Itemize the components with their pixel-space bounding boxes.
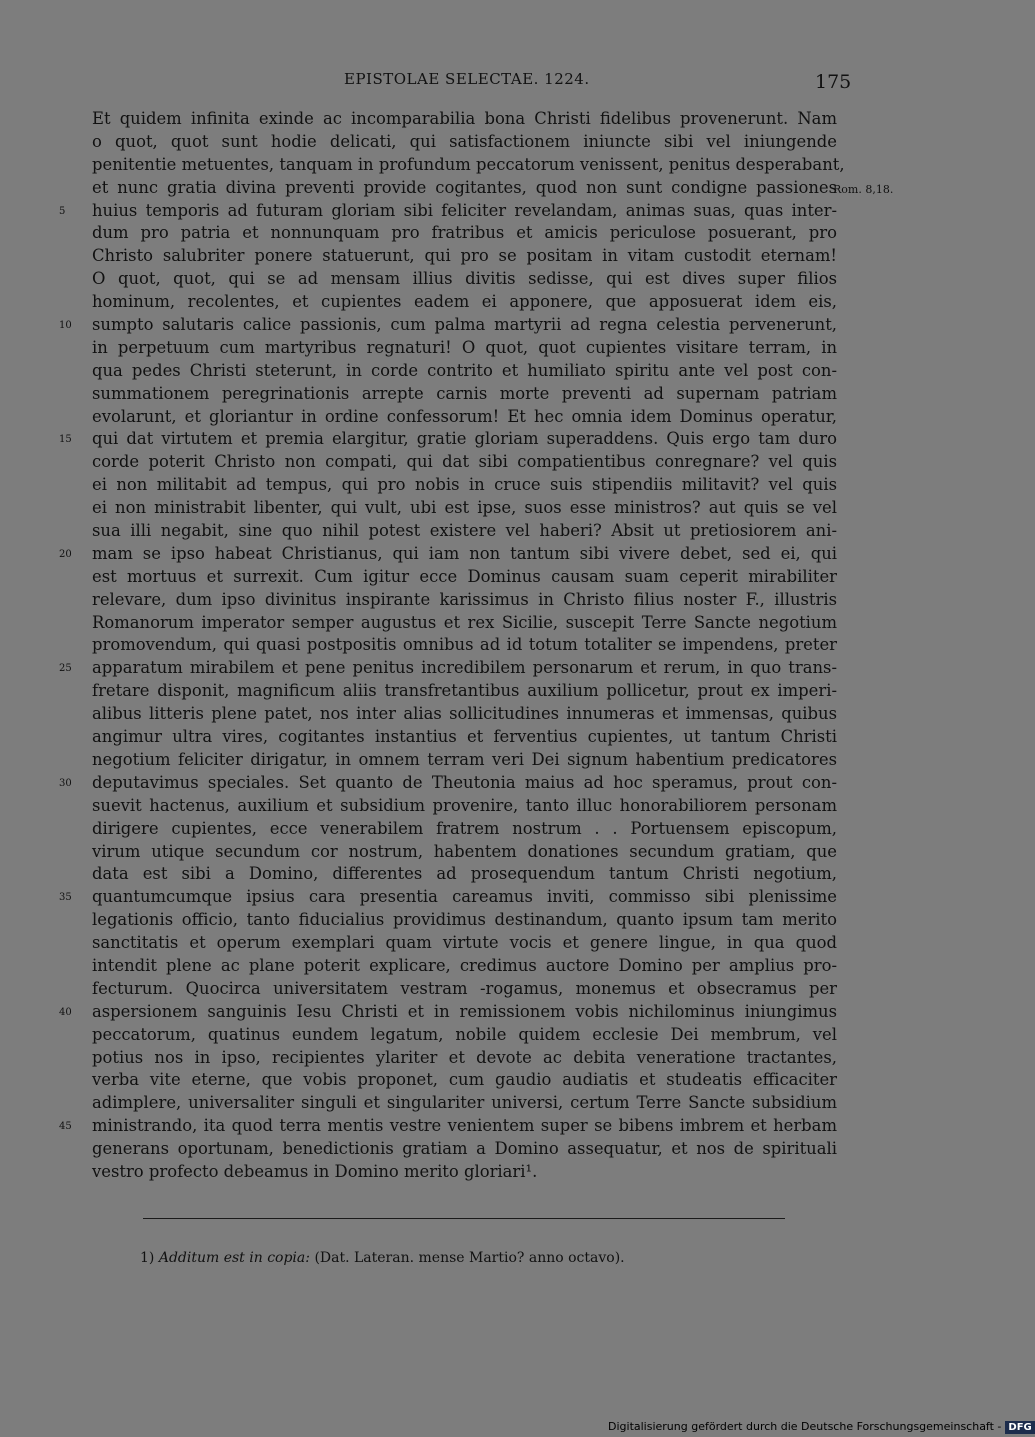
text-line-content: est mortuus et surrexit. Cum igitur ecce Dominus causam suam ceperit mirabiliter xyxy=(92,566,837,586)
text-line xyxy=(92,795,837,818)
text-line xyxy=(92,474,837,497)
text-line-content: promovendum, qui quasi postpositis omnibus ad id totum totaliter se impendens, preter xyxy=(92,635,837,655)
text-line-content: legationis officio, tanto fiducialius providimus destinandum, quanto ipsum tam merito xyxy=(92,910,837,930)
text-line-content: data est sibi a Domino, differentes ad prosequendum tantum Christi negotium, xyxy=(92,864,837,884)
text-line xyxy=(92,932,837,955)
line-number: 25 xyxy=(59,663,72,675)
text-line xyxy=(92,703,837,726)
text-line xyxy=(92,154,845,177)
text-line-content: in perpetuum cum martyribus regnaturi! O quot, quot cupientes visitare terram, in xyxy=(92,337,837,357)
line-number: 20 xyxy=(59,548,72,560)
text-line xyxy=(92,634,837,657)
digitization-credit xyxy=(608,1420,1035,1434)
page-number: 175 xyxy=(815,71,852,93)
text-line xyxy=(92,909,837,932)
page-header-title: EPISTOLAE SELECTAE. 1224. xyxy=(344,70,590,88)
text-line-content: relevare, dum ipso divinitus inspirante karissimus in Christo filius noster F., illustris xyxy=(92,589,837,609)
text-line xyxy=(92,978,837,1001)
text-line-content: alibus litteris plene patet, nos inter alias sollicitudines innumeras et immensas, quibus xyxy=(92,704,837,724)
text-line xyxy=(92,222,837,245)
text-line-content: huius temporis ad futuram gloriam sibi feliciter revelandam, animas suas, quas inter- xyxy=(92,200,837,220)
text-line-content: evolarunt, et gloriantur in ordine confessorum! Et hec omnia idem Dominus operatur, xyxy=(92,406,837,426)
text-line xyxy=(59,543,837,566)
text-line-content: Christo salubriter ponere statuerunt, qui pro se positam in vitam custodit eternam! xyxy=(92,246,837,266)
text-line-content: qua pedes Christi steterunt, in corde contrito et humiliato spiritu ante vel post con- xyxy=(92,360,837,380)
footnote-rule xyxy=(143,1218,785,1219)
text-line-content: Romanorum imperator semper augustus et rex Sicilie, suscepit Terre Sancte negotium xyxy=(92,612,837,632)
line-number: 30 xyxy=(59,777,72,789)
text-line xyxy=(59,200,837,223)
text-line xyxy=(92,383,837,406)
text-line xyxy=(92,1069,837,1092)
text-line xyxy=(92,520,837,543)
text-line xyxy=(92,566,837,589)
text-line xyxy=(92,863,837,886)
text-line-content: deputavimus speciales. Set quanto de Theutonia maius ad hoc speramus, prout con- xyxy=(92,772,837,792)
text-line-content: suevit hactenus, auxilium et subsidium provenire, tanto illuc honorabiliorem personam xyxy=(92,795,837,815)
text-line-content: verba vite eterne, que vobis proponet, cum gaudio audiatis et studeatis efficaciter xyxy=(92,1070,837,1090)
footnote-text: (Dat. Lateran. mense Martio? anno octavo). xyxy=(314,1250,625,1266)
text-line-content: et nunc gratia divina preventi provide cogitantes, quod non sunt condigne passiones xyxy=(92,177,837,197)
text-line-content: corde poterit Christo non compati, qui dat sibi compatientibus conregnare? vel quis xyxy=(92,452,837,472)
text-line xyxy=(92,680,837,703)
margin-reference: Rom. 8,18. xyxy=(833,183,894,196)
text-line xyxy=(92,245,837,268)
text-line-content: intendit plene ac plane poterit explicare, credimus auctore Domino per amplius pro- xyxy=(92,955,837,975)
text-line-content: dum pro patria et nonnunquam pro fratribus et amicis periculose posuerant, pro xyxy=(92,223,837,243)
text-line xyxy=(59,886,837,909)
text-line xyxy=(92,108,837,131)
text-line-content: apparatum mirabilem et pene penitus incredibilem personarum et rerum, in quo trans- xyxy=(92,658,837,678)
footnote-marker: 1) xyxy=(140,1250,155,1266)
text-line xyxy=(92,612,837,635)
text-line-content: o quot, quot sunt hodie delicati, qui satisfactionem iniuncte sibi vel iniungende xyxy=(92,131,837,151)
line-number: 10 xyxy=(59,320,72,332)
text-line xyxy=(92,955,837,978)
line-number: 35 xyxy=(59,892,72,904)
line-number: 40 xyxy=(59,1006,72,1018)
text-line xyxy=(92,406,837,429)
text-line xyxy=(92,268,837,291)
text-line-content: quantumcumque ipsius cara presentia careamus inviti, commisso sibi plenissime xyxy=(92,887,837,907)
text-line-content: fecturum. Quocirca universitatem vestram -rogamus, monemus et obsecramus per xyxy=(92,978,837,998)
text-line xyxy=(92,337,837,360)
text-line-content: O quot, quot, qui se ad mensam illius divitis sedisse, qui est dives super filios xyxy=(92,269,837,289)
text-line-content: virum utique secundum cor nostrum, habentem donationes secundum gratiam, que xyxy=(92,841,837,861)
text-line xyxy=(59,428,837,451)
text-line xyxy=(92,451,837,474)
text-line xyxy=(92,589,837,612)
footnote-italic: Additum est in copia: xyxy=(158,1250,310,1266)
text-line xyxy=(92,1092,837,1115)
footnote xyxy=(140,1250,625,1266)
text-line xyxy=(92,177,837,200)
text-line xyxy=(92,1161,837,1184)
text-line-content: adimplere, universaliter singuli et singulariter universi, certum Terre Sancte subsidium xyxy=(92,1093,837,1113)
text-line-content: ei non militabit ad tempus, qui pro nobis in cruce suis stipendiis militavit? vel quis xyxy=(92,475,837,495)
credit-text: Digitalisierung gefördert durch die Deutsche Forschungsgemeinschaft - xyxy=(608,1420,1002,1433)
text-line-content: sanctitatis et operum exemplari quam virtute vocis et genere lingue, in qua quod xyxy=(92,933,837,953)
text-line-content: sumpto salutaris calice passionis, cum palma martyrii ad regna celestia pervenerunt, xyxy=(92,315,837,335)
text-line-content: negotium feliciter dirigatur, in omnem terram veri Dei signum habentium predicatores xyxy=(92,749,837,769)
text-line xyxy=(92,1047,837,1070)
text-line-content: vestro profecto debeamus in Domino merito gloriari¹. xyxy=(92,1161,538,1181)
line-number: 5 xyxy=(59,205,66,217)
dfg-logo: DFG xyxy=(1005,1421,1034,1434)
text-line xyxy=(92,841,837,864)
text-line xyxy=(59,1115,837,1138)
text-line xyxy=(92,818,837,841)
text-line xyxy=(59,772,837,795)
text-line-content: summationem peregrinationis arrepte carnis morte preventi ad supernam patriam xyxy=(92,383,837,403)
text-line-content: qui dat virtutem et premia elargitur, gratie gloriam superaddens. Quis ergo tam duro xyxy=(92,429,837,449)
text-line-content: sua illi negabit, sine quo nihil potest existere vel haberi? Absit ut pretiosiorem ani- xyxy=(92,521,837,541)
text-line-content: generans oportunam, benedictionis gratiam a Domino assequatur, et nos de spirituali xyxy=(92,1139,837,1159)
text-line-content: penitentie metuentes, tanquam in profundum peccatorum venissent, penitus desperabant, xyxy=(92,154,845,174)
text-line-content: peccatorum, quatinus eundem legatum, nobile quidem ecclesie Dei membrum, vel xyxy=(92,1024,837,1044)
text-line xyxy=(59,314,837,337)
text-line-content: ei non ministrabit libenter, qui vult, ubi est ipse, suos esse ministros? aut quis se vel xyxy=(92,498,837,518)
text-line xyxy=(59,657,837,680)
text-line xyxy=(92,1138,837,1161)
text-line-content: potius nos in ipso, recipientes ylariter et devote ac debita veneratione tractantes, xyxy=(92,1047,837,1067)
line-number: 45 xyxy=(59,1121,72,1133)
text-line xyxy=(92,291,837,314)
body-text xyxy=(59,108,845,1184)
text-line xyxy=(92,749,837,772)
text-line-content: fretare disponit, magnificum aliis transfretantibus auxilium pollicetur, prout ex imperi- xyxy=(92,681,837,701)
text-line-content: dirigere cupientes, ecce venerabilem fratrem nostrum . . Portuensem episcopum, xyxy=(92,818,837,838)
text-line xyxy=(59,1001,837,1024)
text-line-content: ministrando, ita quod terra mentis vestre venientem super se bibens imbrem et herbam xyxy=(92,1116,837,1136)
text-line xyxy=(92,497,837,520)
text-line-content: angimur ultra vires, cogitantes instantius et ferventius cupientes, ut tantum Christi xyxy=(92,727,837,747)
text-line xyxy=(92,1024,837,1047)
text-line xyxy=(92,131,837,154)
text-line xyxy=(92,726,837,749)
text-line-content: aspersionem sanguinis Iesu Christi et in remissionem vobis nichilominus iniungimus xyxy=(92,1001,837,1021)
line-number: 15 xyxy=(59,434,72,446)
text-line-content: hominum, recolentes, et cupientes eadem ei apponere, que apposuerat idem eis, xyxy=(92,292,837,312)
text-line xyxy=(92,360,837,383)
text-line-content: mam se ipso habeat Christianus, qui iam non tantum sibi vivere debet, sed ei, qui xyxy=(92,543,837,563)
text-line-content: Et quidem infinita exinde ac incomparabilia bona Christi fidelibus provenerunt. Nam xyxy=(92,109,837,128)
